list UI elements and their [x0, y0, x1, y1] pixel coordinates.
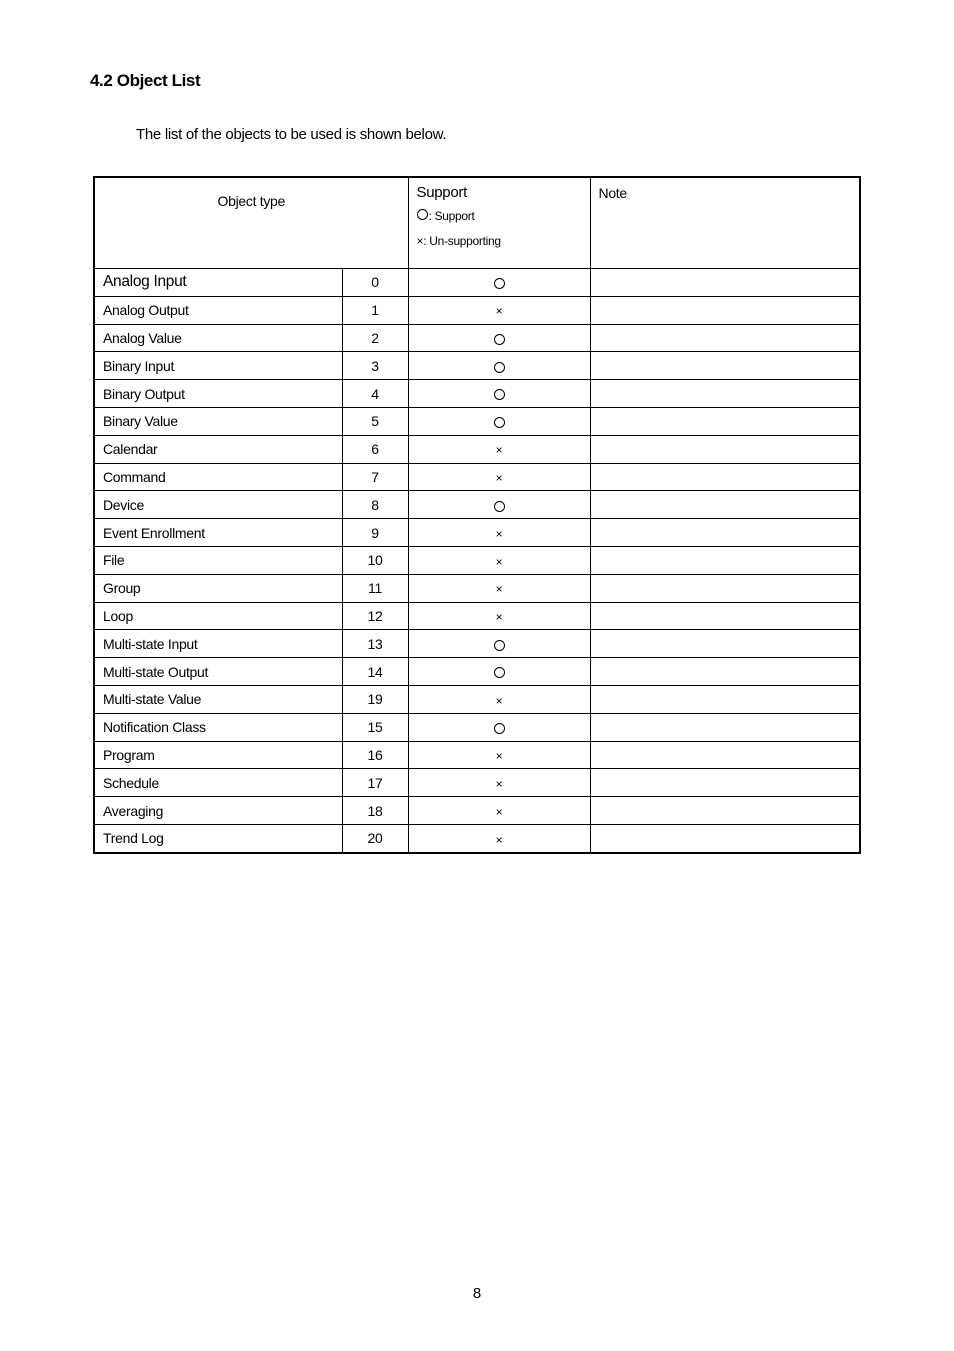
unsupported-cross-icon: × [416, 234, 424, 248]
note-cell [590, 324, 860, 352]
support-cell [408, 602, 590, 630]
legend-support [417, 209, 590, 223]
object-id-cell: 3 [342, 352, 408, 380]
object-id-cell: 11 [342, 574, 408, 602]
unsupported-cross-icon: × [495, 582, 503, 597]
object-name-cell: Group [94, 574, 342, 602]
table-row [94, 269, 860, 297]
note-cell [590, 269, 860, 297]
unsupported-cross-icon: × [495, 304, 503, 319]
unsupported-cross-icon: × [495, 443, 503, 458]
table-row [94, 380, 860, 408]
support-cell [408, 269, 590, 297]
object-name-cell: Multi-state Output [94, 658, 342, 686]
table-row [94, 797, 860, 825]
object-name-cell: Binary Value [94, 407, 342, 435]
object-name-cell: Analog Value [94, 324, 342, 352]
object-id-cell: 0 [342, 269, 408, 297]
support-cell [408, 658, 590, 686]
supported-circle-icon [494, 389, 505, 400]
support-cell [408, 824, 590, 852]
note-cell [590, 435, 860, 463]
object-name-cell: Binary Output [94, 380, 342, 408]
note-cell [590, 491, 860, 519]
note-cell [590, 630, 860, 658]
table-header-row [94, 177, 860, 269]
table-row [94, 769, 860, 797]
table-row [94, 574, 860, 602]
object-name-cell: Event Enrollment [94, 519, 342, 547]
unsupported-cross-icon: × [495, 749, 503, 764]
object-name-cell: Calendar [94, 435, 342, 463]
unsupported-cross-icon: × [495, 832, 503, 847]
table-row [94, 407, 860, 435]
object-name-cell: Multi-state Input [94, 630, 342, 658]
object-id-cell: 20 [342, 824, 408, 852]
legend-unsupport-text: : Un-supporting [423, 234, 501, 248]
supported-circle-icon [494, 640, 505, 651]
support-cell [408, 797, 590, 825]
legend-support-text: : Support [428, 209, 475, 223]
table-body [94, 269, 860, 853]
unsupported-cross-icon: × [495, 471, 503, 486]
supported-circle-icon [417, 209, 428, 220]
object-name-cell: Analog Input [94, 269, 342, 297]
note-cell [590, 602, 860, 630]
table-row [94, 519, 860, 547]
table-row [94, 824, 860, 852]
object-name-cell: Loop [94, 602, 342, 630]
object-id-cell: 13 [342, 630, 408, 658]
supported-circle-icon [494, 362, 505, 373]
note-cell [590, 296, 860, 324]
header-object-type [94, 177, 408, 269]
support-cell [408, 435, 590, 463]
object-id-cell: 17 [342, 769, 408, 797]
object-id-cell: 4 [342, 380, 408, 408]
note-cell [590, 407, 860, 435]
note-cell [590, 713, 860, 741]
supported-circle-icon [494, 334, 505, 345]
note-cell [590, 546, 860, 574]
header-note-label: Note [598, 185, 627, 201]
unsupported-cross-icon: × [495, 777, 503, 792]
note-cell [590, 463, 860, 491]
header-support [408, 177, 590, 269]
note-cell [590, 824, 860, 852]
note-cell [590, 769, 860, 797]
note-cell [590, 380, 860, 408]
supported-circle-icon [494, 501, 505, 512]
header-note [590, 177, 860, 269]
object-list-table [93, 176, 861, 854]
object-name-cell: Schedule [94, 769, 342, 797]
page-number: 8 [472, 1285, 482, 1302]
table-row [94, 630, 860, 658]
table-row [94, 546, 860, 574]
note-cell [590, 741, 860, 769]
table-row [94, 658, 860, 686]
unsupported-cross-icon: × [495, 693, 503, 708]
support-cell [408, 685, 590, 713]
object-id-cell: 18 [342, 797, 408, 825]
note-cell [590, 352, 860, 380]
object-name-cell: Program [94, 741, 342, 769]
supported-circle-icon [494, 278, 505, 289]
intro-text: The list of the objects to be used is shown below. [136, 126, 447, 143]
object-id-cell: 6 [342, 435, 408, 463]
support-cell [408, 407, 590, 435]
support-cell [408, 574, 590, 602]
unsupported-cross-icon: × [495, 610, 503, 625]
unsupported-cross-icon: × [495, 804, 503, 819]
object-id-cell: 14 [342, 658, 408, 686]
object-name-cell: Notification Class [94, 713, 342, 741]
table-row [94, 491, 860, 519]
support-cell [408, 324, 590, 352]
table-row [94, 435, 860, 463]
table-row [94, 463, 860, 491]
object-name-cell: Command [94, 463, 342, 491]
object-name-cell: Averaging [94, 797, 342, 825]
note-cell [590, 658, 860, 686]
table-row [94, 602, 860, 630]
note-cell [590, 519, 860, 547]
table-row [94, 685, 860, 713]
support-cell [408, 463, 590, 491]
table-row [94, 296, 860, 324]
object-name-cell: Trend Log [94, 824, 342, 852]
legend-unsupport [417, 234, 590, 248]
support-cell [408, 630, 590, 658]
support-cell [408, 546, 590, 574]
section-heading: 4.2 Object List [90, 71, 201, 90]
support-cell [408, 519, 590, 547]
support-cell [408, 769, 590, 797]
object-id-cell: 19 [342, 685, 408, 713]
object-id-cell: 9 [342, 519, 408, 547]
object-id-cell: 12 [342, 602, 408, 630]
object-id-cell: 16 [342, 741, 408, 769]
header-object-type-label: Object type [217, 193, 286, 209]
table-row [94, 324, 860, 352]
table-row [94, 741, 860, 769]
object-name-cell: Multi-state Value [94, 685, 342, 713]
object-name-cell: File [94, 546, 342, 574]
table-row [94, 352, 860, 380]
object-id-cell: 7 [342, 463, 408, 491]
object-id-cell: 5 [342, 407, 408, 435]
object-name-cell: Analog Output [94, 296, 342, 324]
object-id-cell: 15 [342, 713, 408, 741]
object-id-cell: 2 [342, 324, 408, 352]
header-support-label: Support [416, 184, 467, 201]
object-id-cell: 1 [342, 296, 408, 324]
table-row [94, 713, 860, 741]
unsupported-cross-icon: × [495, 526, 503, 541]
object-name-cell: Device [94, 491, 342, 519]
support-cell [408, 491, 590, 519]
object-id-cell: 10 [342, 546, 408, 574]
support-cell [408, 741, 590, 769]
supported-circle-icon [494, 723, 505, 734]
support-cell [408, 352, 590, 380]
object-name-cell: Binary Input [94, 352, 342, 380]
support-cell [408, 713, 590, 741]
supported-circle-icon [494, 667, 505, 678]
support-cell [408, 380, 590, 408]
unsupported-cross-icon: × [495, 554, 503, 569]
supported-circle-icon [494, 417, 505, 428]
note-cell [590, 797, 860, 825]
note-cell [590, 574, 860, 602]
note-cell [590, 685, 860, 713]
object-id-cell: 8 [342, 491, 408, 519]
support-cell [408, 296, 590, 324]
